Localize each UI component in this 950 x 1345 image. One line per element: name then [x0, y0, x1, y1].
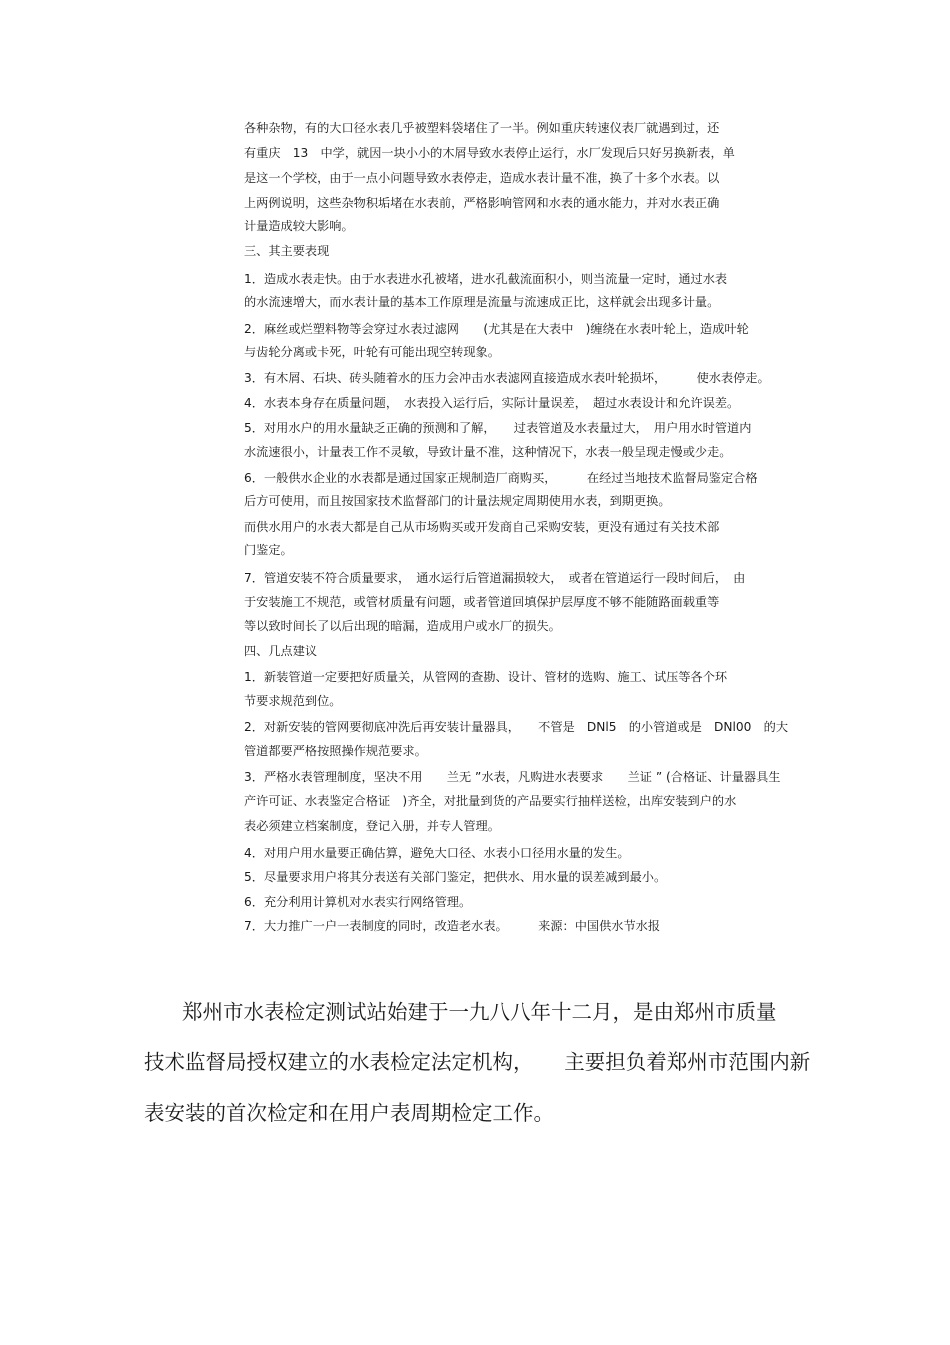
text-line: 1．造成水表走快。由于水表进水孔被堵，进水孔截流面积小，则当流量一定时，通过水表 — [244, 272, 728, 286]
text-line: 6．一般供水企业的水表都是通过国家正规制造厂商购买， 在经过当地技术监督局鉴定合格 — [244, 471, 758, 485]
text-line: 4．水表本身存在质量问题， 水表投入运行后，实际计量误差， 超过水表设计和允许误差。 — [244, 396, 740, 410]
section-heading: 三、其主要表现 — [244, 244, 330, 258]
paragraph-line: 郑州市水表检定测试站始建于一九八八年十二月，是由郑州市质量 — [182, 1000, 777, 1024]
text-line: 7．大力推广一户一表制度的同时，改造老水表。 来源：中国供水节水报 — [244, 919, 661, 933]
text-line: 有重庆 13 中学，就因一块小小的木屑导致水表停止运行，水厂发现后只好另换新表，单 — [244, 146, 735, 160]
text-line: 计量造成较大影响。 — [244, 219, 354, 233]
text-line: 1．新装管道一定要把好质量关，从管网的查勘、设计、管材的选购、施工、试压等各个环 — [244, 670, 728, 684]
text-line: 是这一个学校，由于一点小问题导致水表停走，造成水表计量不准，换了十多个水表。以 — [244, 171, 720, 185]
text-line: 表必须建立档案制度，登记入册，并专人管理。 — [244, 819, 500, 833]
text-line: 2．麻丝或烂塑料物等会穿过水表过滤网 (尤其是在大表中 )缠绕在水表叶轮上，造成叶轮 — [244, 322, 749, 336]
text-line: 后方可使用，而且按国家技术监督部门的计量法规定周期使用水表，到期更换。 — [244, 494, 671, 508]
text-line: 3．有木屑、石块、砖头随着水的压力会冲击水表滤网直接造成水表叶轮损坏， 使水表停走。 — [244, 371, 770, 385]
text-line: 管道都要严格按照操作规范要求。 — [244, 744, 427, 758]
text-line: 3．严格水表管理制度，坚决不用 兰无 ”水表，凡购进水表要求 兰证 ” (合格证、计量器具生 — [244, 770, 781, 784]
text-line: 等以致时间长了以后出现的暗漏，造成用户或水厂的损失。 — [244, 619, 561, 633]
text-line: 4．对用户用水量要正确估算，避免大口径、水表小口径用水量的发生。 — [244, 846, 630, 860]
text-line: 节要求规范到位。 — [244, 694, 342, 708]
text-line: 7．管道安装不符合质量要求， 通水运行后管道漏损较大， 或者在管道运行一段时间后， 由 — [244, 571, 746, 585]
text-line: 2．对新安装的管网要彻底冲洗后再安装计量器具， 不管是 DNl5 的小管道或是 DNl00 的大 — [244, 720, 789, 734]
text-line: 而供水用户的水表大都是自己从市场购买或开发商自己采购安装，更没有通过有关技术部 — [244, 520, 720, 534]
section-heading: 四、几点建议 — [244, 644, 318, 658]
text-line: 产许可证、水表鉴定合格证 )齐全，对批量到货的产品要实行抽样送检，出库安装到户的水 — [244, 794, 737, 808]
text-line: 6．充分利用计算机对水表实行网络管理。 — [244, 895, 472, 909]
paragraph-line: 表安装的首次检定和在用户表周期检定工作。 — [144, 1101, 554, 1125]
text-line: 与齿轮分离或卡死，叶轮有可能出现空转现象。 — [244, 345, 500, 359]
text-line: 的水流速增大，而水表计量的基本工作原理是流量与流速成正比，这样就会出现多计量。 — [244, 295, 720, 309]
text-line: 5．尽量要求用户将其分表送有关部门鉴定，把供水、用水量的误差减到最小。 — [244, 870, 667, 884]
text-line: 各种杂物，有的大口径水表几乎被塑料袋堵住了一半。例如重庆转速仪表厂就遇到过，还 — [244, 121, 720, 135]
paragraph-line: 技术监督局授权建立的水表检定法定机构， 主要担负着郑州市范围内新 — [144, 1050, 811, 1074]
text-line: 上两例说明，这些杂物积垢堵在水表前，严格影响管网和水表的通水能力，并对水表正确 — [244, 196, 720, 210]
text-line: 水流速很小，计量表工作不灵敏，导致计量不准，这种情况下，水表一般呈现走慢或少走。 — [244, 445, 732, 459]
text-line: 5．对用水户的用水量缺乏正确的预测和了解， 过表管道及水表量过大， 用户用水时管道内 — [244, 421, 752, 435]
text-line: 于安装施工不规范，或管材质量有问题，或者管道回填保护层厚度不够不能随路面载重等 — [244, 595, 720, 609]
text-line: 门鉴定。 — [244, 543, 293, 557]
